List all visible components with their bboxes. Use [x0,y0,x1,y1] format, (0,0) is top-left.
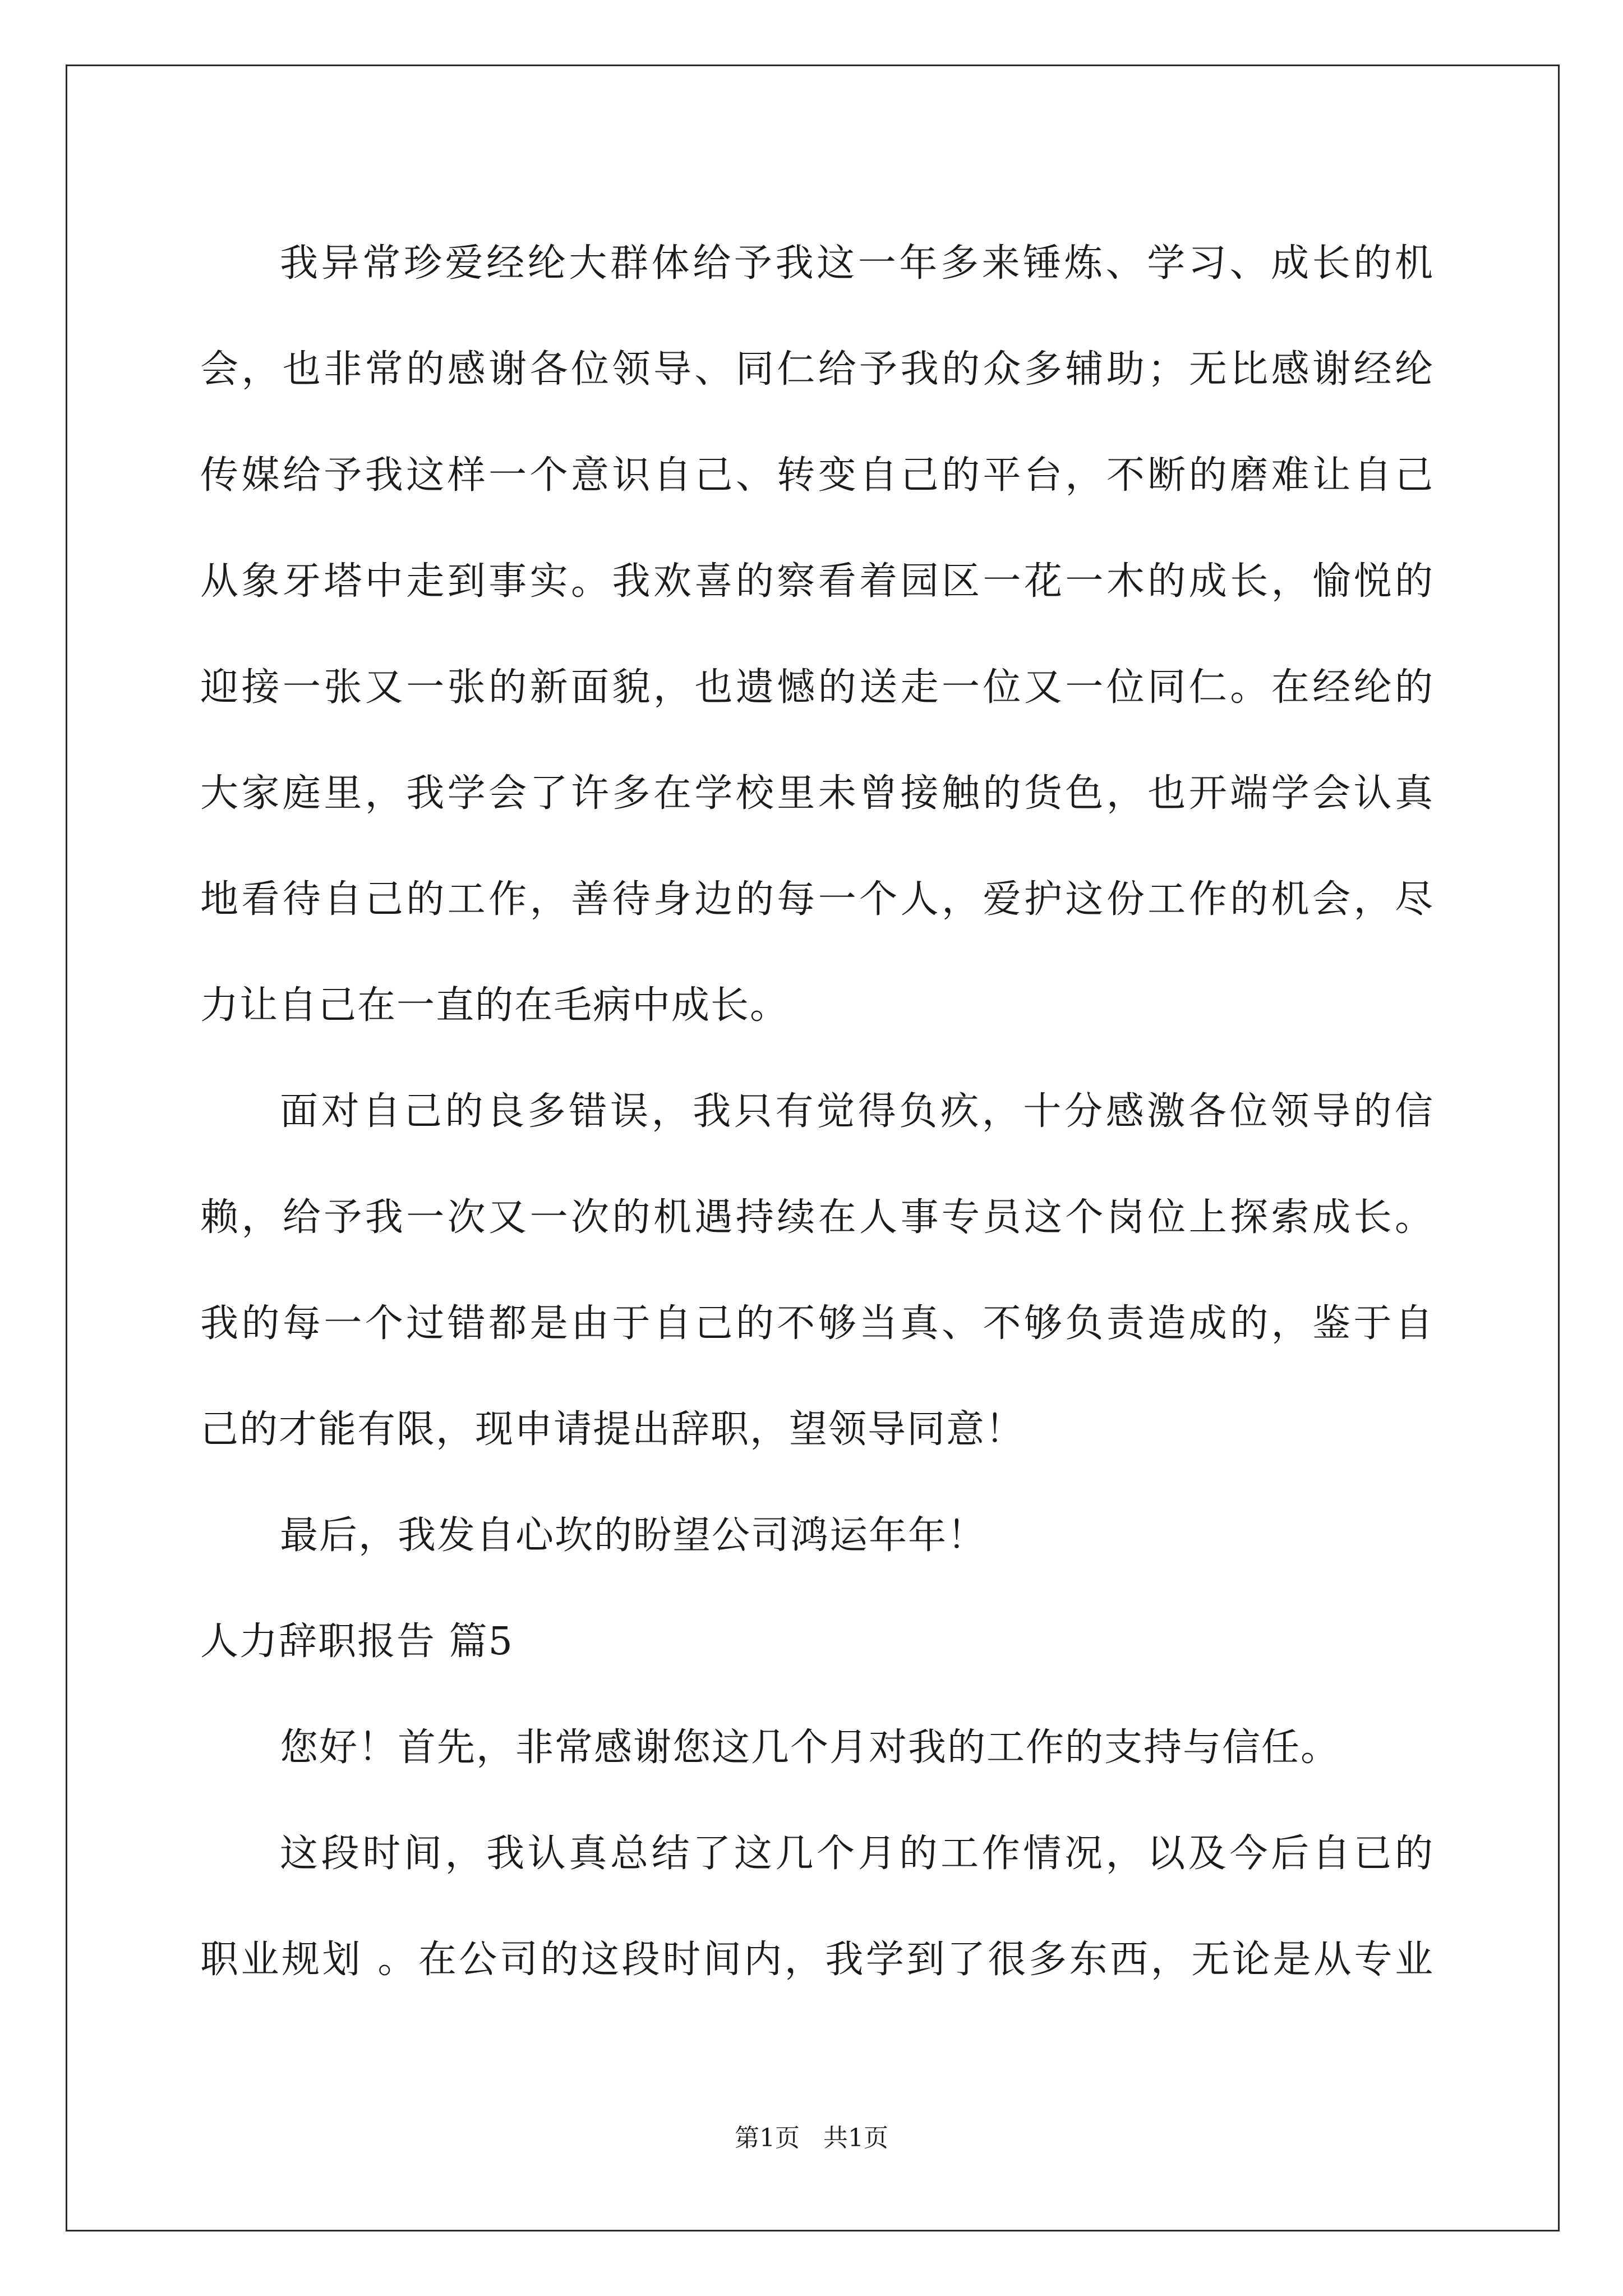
footer-gap [800,2124,823,2152]
text-line: 我异常珍爱经纶大群体给予我这一年多来锤炼、学习、成长的机 [280,241,1434,286]
text-line: 会，也非常的感谢各位领导、同仁给予我的众多辅助；无比感谢经纶 [200,347,1434,392]
text-line: 职业规划 。在公司的这段时间内，我学到了很多东西，无论是从专业 [200,1938,1434,1982]
text-line: 大家庭里，我学会了许多在学校里未曾接触的货色，也开端学会认真 [200,771,1434,816]
text-line: 最后，我发自心坎的盼望公司鸿运年年！ [280,1513,987,1558]
text-line: 面对自己的良多错误，我只有觉得负疚，十分感激各位领导的信 [280,1089,1434,1134]
text-line: 传媒给予我这样一个意识自己、转变自己的平台，不断的磨难让自己 [200,453,1434,498]
text-line: 我的每一个过错都是由于自己的不够当真、不够负责造成的，鉴于自 [200,1301,1434,1346]
page-total: 共1页 [823,2124,888,2152]
page-number: 第1页 [735,2124,800,2152]
page-footer [0,2118,1623,2154]
text-line: 力让自己在一直的在毛病中成长。 [200,983,790,1028]
text-line: 赖，给予我一次又一次的机遇持续在人事专员这个岗位上探索成长。 [200,1195,1434,1240]
text-line: 己的才能有限，现申请提出辞职，望领导同意！ [200,1407,1025,1452]
text-line: 这段时间，我认真总结了这几个月的工作情况，以及今后自已的 [280,1832,1434,1876]
document-body [200,210,1434,2013]
text-line: 迎接一张又一张的新面貌，也遗憾的送走一位又一位同仁。在经纶的 [200,665,1434,710]
section-heading: 人力辞职报告 篇5 [200,1619,514,1664]
text-line: 从象牙塔中走到事实。我欢喜的察看着园区一花一木的成长，愉悦的 [200,559,1434,604]
text-line: 您好！首先，非常感谢您这几个月对我的工作的支持与信任。 [280,1726,1340,1770]
text-line: 地看待自己的工作，善待身边的每一个人，爱护这份工作的机会，尽 [200,877,1434,922]
